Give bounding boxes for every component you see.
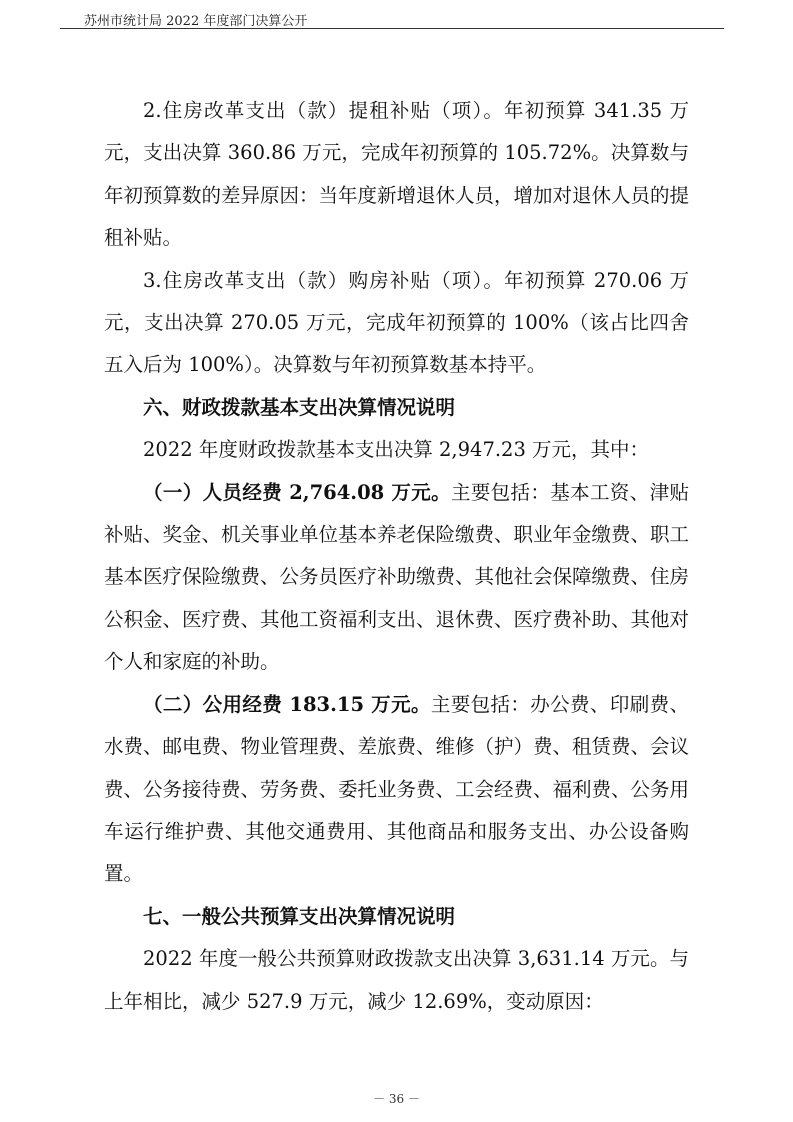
section-heading-7: 七、一般公共预算支出决算情况说明 bbox=[143, 904, 456, 928]
document-header: 苏州市统计局 2022 年度部门决算公开 bbox=[84, 14, 308, 29]
paragraph-basic-expenditure: 2022 年度财政拨款基本支出决算 2,947.23 万元，其中： bbox=[143, 438, 650, 462]
personnel-expenses-detail: 主要包括：基本工资、津贴补贴、奖金、机关事业单位基本养老保险缴费、职业年金缴费、职工基本医疗保险缴费、公务员医疗补助缴费、其他社会保障缴费、住房公积金、医疗费、其他工资福利支出、退休费、医疗费补助、其他对个人和家庭的补助。 bbox=[104, 480, 690, 674]
paragraph-general-budget: 2022 年度一般公共预算财政拨款支出决算 3,631.14 万元。与上年相比，减少 527.9 万元，减少 12.69%，变动原因： bbox=[104, 947, 689, 1013]
header-divider bbox=[60, 28, 724, 29]
paragraph-personnel-expenses bbox=[104, 472, 689, 684]
paragraph-public-expenses bbox=[104, 684, 689, 896]
document-body bbox=[104, 90, 689, 1023]
page-number: － 36 － bbox=[373, 1092, 420, 1106]
public-expenses-lead: （二）公用经费 183.15 万元。 bbox=[143, 692, 431, 716]
personnel-expenses-lead: （一）人员经费 2,764.08 万元。 bbox=[143, 480, 451, 504]
public-expenses-detail: 主要包括：办公费、印刷费、水费、邮电费、物业管理费、差旅费、维修（护）费、租赁费、会议费、公务接待费、劳务费、委托业务费、工会经费、福利费、公务用车运行维护费、其他交通费用、其他商品和服务支出、办公设备购置。 bbox=[104, 692, 690, 886]
paragraph-rent-subsidy: 2.住房改革支出（款）提租补贴（项）。年初预算 341.35 万元，支出决算 360.86 万元，完成年初预算的 105.72%。决算数与年初预算数的差异原因：当年度新增退休人员，增加对退休人员的提租补贴。 bbox=[104, 99, 690, 250]
section-heading-6: 六、财政拨款基本支出决算情况说明 bbox=[143, 395, 456, 419]
paragraph-housing-purchase-subsidy: 3.住房改革支出（款）购房补贴（项）。年初预算 270.06 万元，支出决算 270.05 万元，完成年初预算的 100%（该占比四舍五入后为 100%）。决算数与年初预算数基本持平。 bbox=[104, 268, 689, 377]
